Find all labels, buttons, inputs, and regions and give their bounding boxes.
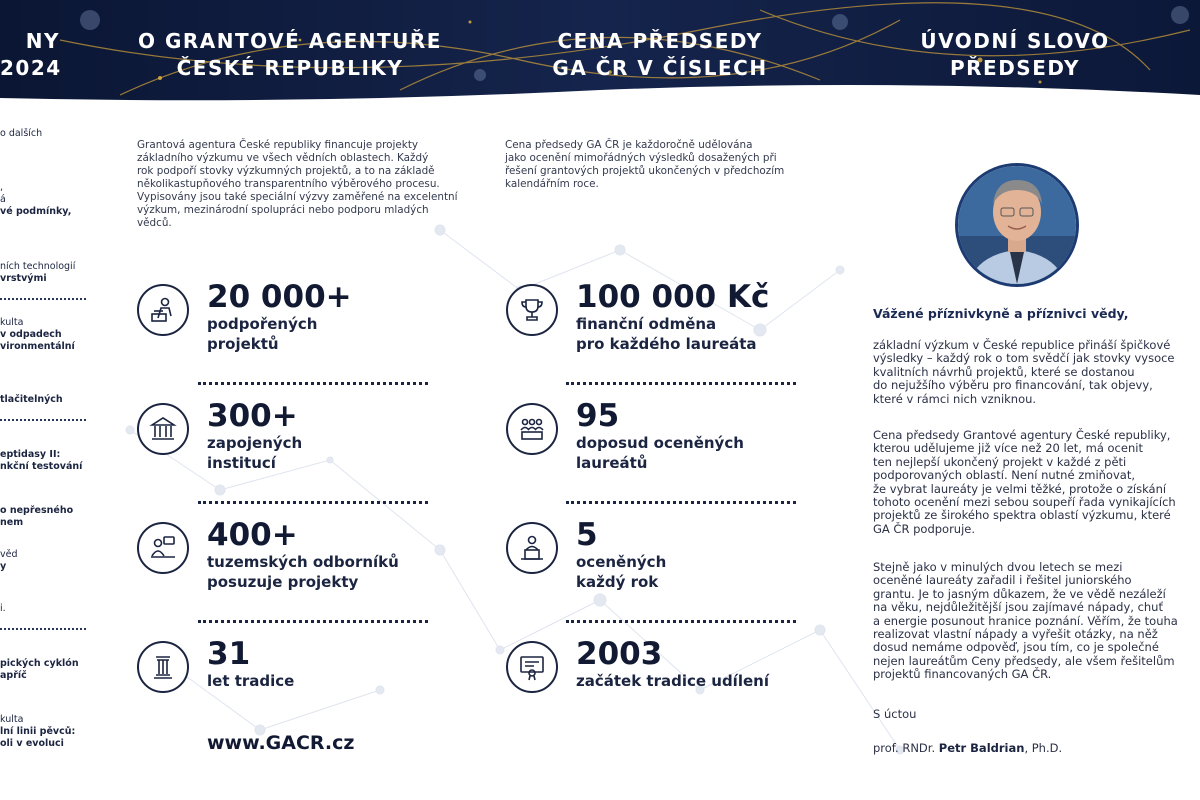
- letter-greeting: Vážené příznivkyně a příznivci vědy,: [873, 306, 1129, 321]
- divider: [0, 628, 86, 630]
- stat-value: 20 000+: [207, 279, 352, 315]
- stat-value: 400+: [207, 517, 298, 553]
- experts-icon: [137, 522, 189, 574]
- stat-value: 2003: [576, 636, 663, 672]
- dotted-divider: [198, 501, 428, 504]
- letter-paragraph: Stejně jako v minulých dvou letech se mezi oceněné laureáty zařadil i řešitel juniorského grantu. Je to jasným důkazem, že ve vědě nezáleží na věku, nejdůležitější jsou zajímavé nápady, chuť a energie posunout hranice poznání. Věřím, že touha realizovat vlastní nápady a vyřešit otázky, na něž dosud nemáme odpověď, jsou tím, co je společné nejen laureátům Ceny předsedy, ale všem řešitelům projektů financovaných GA ČR.: [873, 560, 1178, 682]
- stat-label: tuzemských odborníků posuzuje projekty: [207, 553, 399, 591]
- list-item: věd: [0, 549, 18, 560]
- list-item: v odpadech: [0, 329, 62, 340]
- stat-value: 100 000 Kč: [576, 279, 770, 315]
- list-item: vrstvými: [0, 273, 47, 284]
- list-item: eptidasy II:: [0, 449, 61, 460]
- stat-label: let tradice: [207, 672, 295, 690]
- list-item: vé podmínky,: [0, 206, 72, 217]
- dotted-divider: [198, 620, 428, 623]
- trophy-icon: [506, 284, 558, 336]
- list-item: oli v evoluci: [0, 738, 64, 749]
- list-item: pických cyklón: [0, 658, 79, 669]
- dotted-divider: [566, 382, 796, 385]
- list-item: nkční testování: [0, 461, 83, 472]
- header-intro-word: ÚVODNÍ SLOVO PŘEDSEDY: [920, 29, 1110, 80]
- dotted-divider: [566, 620, 796, 623]
- list-item: vironmentální: [0, 341, 75, 352]
- podium-icon: [506, 522, 558, 574]
- stat-label: oceněných každý rok: [576, 553, 667, 591]
- dotted-divider: [566, 501, 796, 504]
- letter-paragraph: základní výzkum v České republice přináší špičkové výsledky – každý rok o tom svědčí jak stovky vysoce kvalitních návrhů projektů, které se dostanou do nejužšího výběru pro financování, tak objevy, které v rámci nich vzniknou.: [873, 338, 1175, 406]
- researcher-icon: [137, 284, 189, 336]
- audience-icon: [506, 403, 558, 455]
- list-item: ních technologií: [0, 261, 76, 272]
- letter-signature: prof. RNDr. Petr Baldrian, Ph.D.: [873, 741, 1063, 755]
- institution-icon: [137, 403, 189, 455]
- stat-value: 300+: [207, 398, 298, 434]
- stat-label: začátek tradice udílení: [576, 672, 769, 690]
- divider: [0, 419, 86, 421]
- stat-label: zapojených institucí: [207, 434, 303, 472]
- list-item: o nepřesného: [0, 505, 74, 516]
- list-item: lní linii pěvců:: [0, 726, 76, 737]
- stat-label: podpořených projektů: [207, 315, 318, 353]
- column-icon: [137, 641, 189, 693]
- stat-value: 5: [576, 517, 598, 553]
- header-partial-title: NY 2024: [0, 29, 62, 80]
- list-item: ,: [0, 182, 4, 193]
- list-item: y: [0, 561, 7, 572]
- stat-value: 31: [207, 636, 251, 672]
- about-agency-text: Grantová agentura České republiky financuje projekty základního výzkumu ve všech vědních oblastech. Každý rok podpoří stovky výzkumných projektů, a to na základě několikastupňového transparentního výběrového procesu. Vypisovány jsou také speciální výzvy zaměřené na excelentní výzkum, mezinárodní spolupráci nebo podporu mladých vědců.: [137, 139, 458, 229]
- website-link[interactable]: www.GACR.cz: [207, 732, 355, 754]
- list-item: kulta: [0, 714, 24, 725]
- stat-value: 95: [576, 398, 620, 434]
- certificate-icon: [506, 641, 558, 693]
- list-item: i.: [0, 603, 6, 614]
- list-item: kulta: [0, 317, 24, 328]
- chairman-portrait: [955, 163, 1079, 287]
- stat-label: finanční odměna pro každého laureáta: [576, 315, 757, 353]
- header-prize-numbers: CENA PŘEDSEDY GA ČR V ČÍSLECH: [552, 29, 768, 80]
- letter-closing: S úctou: [873, 707, 917, 721]
- stat-label: doposud oceněných laureátů: [576, 434, 744, 472]
- dotted-divider: [198, 382, 428, 385]
- list-item: o dalších: [0, 128, 43, 139]
- list-item: nem: [0, 517, 24, 528]
- header-about-agency: O GRANTOVÉ AGENTUŘE ČESKÉ REPUBLIKY: [138, 29, 442, 80]
- list-item: tlačitelných: [0, 394, 63, 405]
- list-item: á: [0, 194, 6, 205]
- list-item: apříč: [0, 670, 27, 681]
- letter-paragraph: Cena předsedy Grantové agentury České republiky, kterou udělujeme již více než 20 let, má ocenit ten nejlepší ukončený projekt v každé z pěti podporovaných oblastí. Není nutné zmiňovat, že vybrat laureáty je velmi těžké, protože o získání tohoto ocenění mezi sebou soupeří řada vynikajících projektů ze širokého spektra oblastí výzkumu, které GA ČR podporuje.: [873, 428, 1176, 536]
- divider: [0, 298, 86, 300]
- prize-intro-text: Cena předsedy GA ČR je každoročně udělována jako ocenění mimořádných výsledků dosažených při řešení grantových projektů ukončených v předchozím kalendářním roce.: [505, 139, 785, 190]
